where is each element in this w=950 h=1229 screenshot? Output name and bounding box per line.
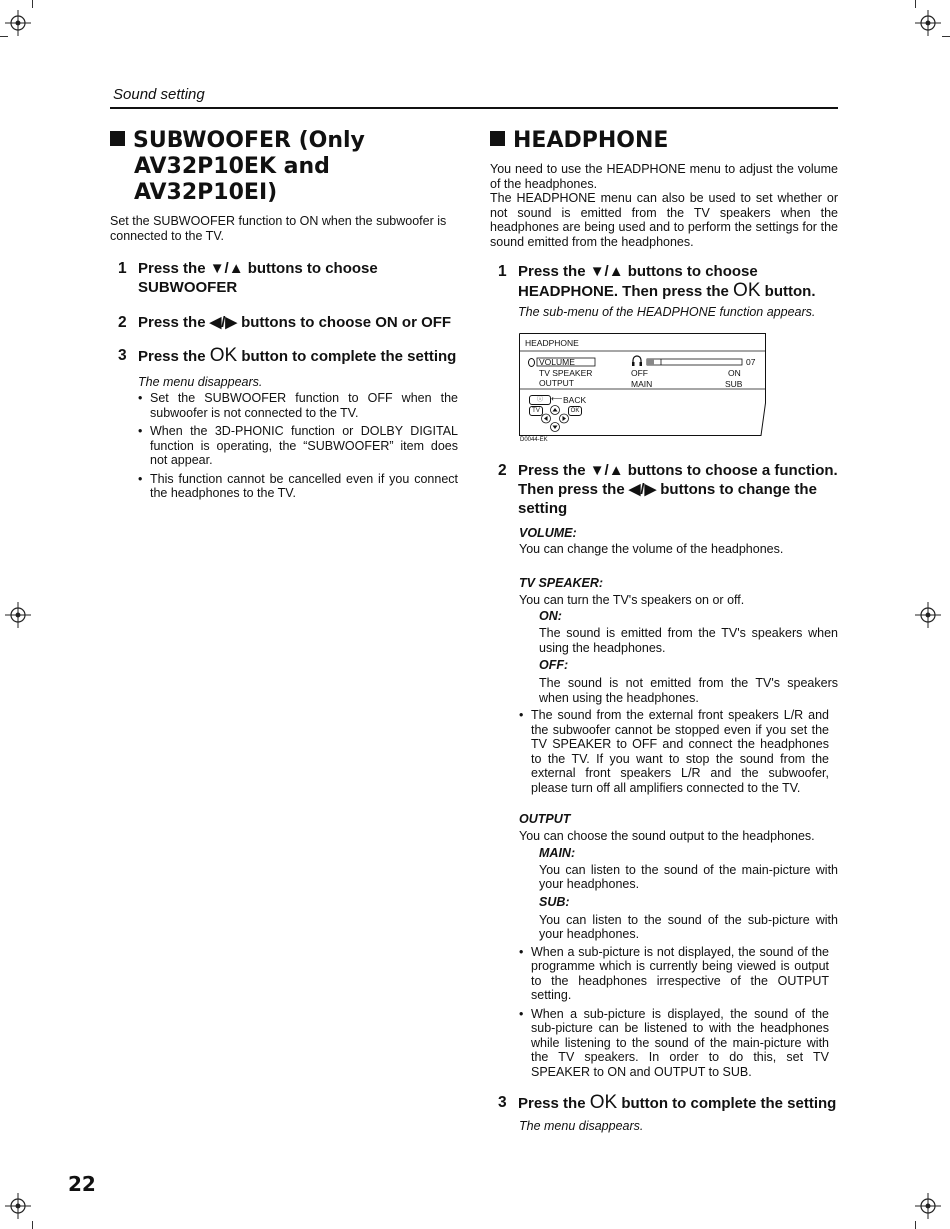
headphone-section-continued [490, 461, 838, 1134]
ok-glyph: OK [589, 1092, 618, 1113]
step-text [518, 262, 838, 301]
back-arrow-icon: ⟵ [551, 394, 563, 403]
headphone-title [490, 128, 838, 154]
off-label: OFF: [539, 658, 569, 672]
bullet-text: This function cannot be cancelled even if you connect the headphones to the TV. [150, 471, 458, 500]
bullet-dot: • [138, 471, 143, 486]
volume-text: You can change the volume of the headphones. [519, 542, 784, 556]
registration-mark-icon [915, 1193, 941, 1219]
off-text: The sound is not emitted from the TV's speakers when using the headphones. [539, 676, 838, 705]
tv-speaker-label: TV SPEAKER: [519, 575, 604, 590]
bullet-text: Set the SUBWOOFER function to OFF when the subwoofer is not connected to the TV. [150, 391, 458, 420]
main-text: You can listen to the sound of the main-picture with your headphones. [539, 862, 838, 891]
step-text-line2: SUBWOOFER [138, 279, 238, 296]
subwoofer-step-1 [110, 259, 458, 297]
menu-volume-value: 07 [746, 357, 756, 367]
step-number: 3 [498, 1094, 507, 1111]
output-text: You can choose the sound output to the headphones. [519, 829, 815, 843]
header-divider [110, 107, 838, 109]
headphone-icon [631, 354, 643, 367]
step-text-pre: Press the ▼/▲ buttons to choose HEADPHONE. Then press the [518, 263, 758, 300]
note-bullet [138, 391, 458, 420]
headphone-intro-2: The HEADPHONE menu can also be used to set whether or not sound is emitted from the TV speakers when the headphones are being used and to perform the settings for the sound emitted from the headphones. [490, 191, 838, 249]
on-label: ON: [539, 609, 562, 623]
ok-glyph: OK [209, 345, 238, 366]
bullet-text: When a sub-picture is displayed, the sound of the sub-picture can be listened to with the headphones while listening to the sound of the main-picture with the TV speakers. In order to do this, set TV SPEAKER to ON and OUTPUT to SUB. [531, 1006, 829, 1079]
step-text-post: button to complete the setting [621, 1095, 837, 1112]
step-text [138, 259, 378, 297]
subwoofer-step-2 [110, 313, 458, 332]
crop-mark [32, 1221, 33, 1229]
square-bullet-icon [110, 131, 125, 146]
sub-label: SUB: [539, 894, 570, 909]
headphone-step3-note-wrap [490, 1119, 838, 1134]
on-text: The sound is emitted from the TV's speakers when using the headphones. [539, 626, 838, 655]
menu-disappears-note: The menu disappears. [519, 1119, 644, 1133]
registration-mark-icon [915, 602, 941, 628]
headphone-step1-note-wrap [490, 305, 838, 320]
menu-option-main: MAIN [631, 379, 653, 389]
step-text-post: button to complete the setting [241, 348, 457, 365]
menu-option-off: OFF [631, 368, 648, 378]
tv-speaker-text: You can turn the TV's speakers on or off. [519, 592, 745, 607]
step-text: Press the ▼/▲ buttons to choose a function. Then press the ◀/▶ buttons to change the setting [518, 462, 838, 517]
subwoofer-step-3 [110, 346, 458, 366]
step-text [518, 1093, 836, 1113]
menu-back-label: BACK [563, 395, 587, 405]
subwoofer-title-line2: AV32P10EK and AV32P10EI) [134, 154, 330, 205]
output-label: OUTPUT [519, 812, 571, 826]
step-number: 2 [498, 462, 507, 479]
step-number: 1 [118, 260, 127, 277]
subwoofer-section [110, 128, 458, 501]
step-text-pre: Press the [138, 348, 206, 365]
headphone-section [490, 128, 838, 320]
registration-mark-icon [915, 10, 941, 36]
tv-speaker-bullet [519, 708, 829, 795]
dpad-icon [540, 405, 570, 433]
bullet-dot: • [138, 391, 143, 405]
menu-row-tv-speaker[interactable]: TV SPEAKER [539, 368, 593, 378]
section-header: Sound setting [113, 86, 205, 103]
ok-glyph: OK [733, 280, 761, 301]
subwoofer-intro: Set the SUBWOOFER function to ON when the subwoofer is connected to the TV. [110, 214, 447, 243]
registration-mark-icon [5, 1193, 31, 1219]
crop-mark [0, 36, 8, 37]
crop-mark [32, 0, 33, 8]
menu-circle-icon [528, 358, 535, 367]
headphone-menu-illustration [519, 333, 767, 447]
headphone-step-1 [490, 262, 838, 301]
note-bullet [138, 472, 458, 501]
bullet-dot: • [138, 424, 143, 438]
subwoofer-title [110, 128, 458, 206]
subwoofer-title-line1: SUBWOOFER (Only [133, 128, 365, 153]
crop-mark [942, 36, 950, 37]
main-label: MAIN: [539, 845, 576, 860]
step-number: 3 [118, 347, 127, 364]
step-text: Press the ◀/▶ buttons to choose ON or OFF [138, 314, 452, 331]
square-bullet-icon [490, 131, 505, 146]
menu-option-sub: SUB [725, 379, 743, 389]
step-text-post: button. [764, 283, 816, 300]
menu-button-icon: ⓘ [529, 395, 551, 405]
menu-title: HEADPHONE [525, 338, 579, 348]
headphone-step2-details [490, 526, 838, 1079]
volume-label: VOLUME: [519, 526, 577, 540]
output-bullet [519, 1007, 829, 1080]
note-bullet [138, 424, 458, 468]
registration-mark-icon [5, 10, 31, 36]
bullet-dot: • [519, 944, 524, 959]
headphone-step-2 [490, 461, 838, 518]
subwoofer-notes [110, 375, 458, 501]
registration-mark-icon [5, 602, 31, 628]
step-number: 2 [118, 314, 127, 331]
bullet-dot: • [519, 708, 524, 722]
bullet-text: When a sub-picture is not displayed, the sound of the programme which is currently being viewed is output to the headphones irrespective of the OUTPUT setting. [531, 944, 829, 1002]
menu-row-volume[interactable]: VOLUME [539, 357, 575, 367]
step-text [138, 346, 456, 366]
output-options [519, 846, 838, 942]
headphone-title-text: HEADPHONE [513, 128, 669, 153]
crop-mark [915, 0, 916, 8]
menu-option-on: ON [728, 368, 741, 378]
tv-speaker-options [519, 609, 838, 705]
menu-disappears-note: The menu disappears. [138, 375, 263, 389]
headphone-step-3 [490, 1093, 838, 1113]
submenu-appears-note: The sub-menu of the HEADPHONE function appears. [518, 305, 816, 319]
step-text-line1: Press the ▼/▲ buttons to choose [138, 260, 378, 277]
bullet-text: The sound from the external front speakers L/R and the subwoofer cannot be stopped even if you set the TV SPEAKER to OFF and connect the headphones to the TV. If you want to stop the sound from the external front speakers L/R and the subwoofer, please turn off all amplifiers connected to the TV. [531, 708, 829, 795]
step-text-pre: Press the [518, 1095, 586, 1112]
sub-text: You can listen to the sound of the sub-picture with your headphones. [539, 912, 838, 941]
page-number: 22 [68, 1172, 96, 1196]
bullet-text: When the 3D-PHONIC function or DOLBY DIGITAL function is operating, the “SUBWOOFER” item does not appear. [150, 424, 458, 467]
tv-button-icon: TV [529, 406, 543, 416]
ok-button-icon: OK [568, 406, 582, 416]
headphone-intro-1: You need to use the HEADPHONE menu to adjust the volume of the headphones. [490, 162, 838, 191]
output-bullet [519, 945, 829, 1003]
figure-code: D0044-EK [520, 437, 548, 443]
step-number: 1 [498, 263, 507, 280]
menu-row-output[interactable]: OUTPUT [539, 378, 574, 388]
crop-mark [915, 1221, 916, 1229]
bullet-dot: • [519, 1006, 524, 1021]
